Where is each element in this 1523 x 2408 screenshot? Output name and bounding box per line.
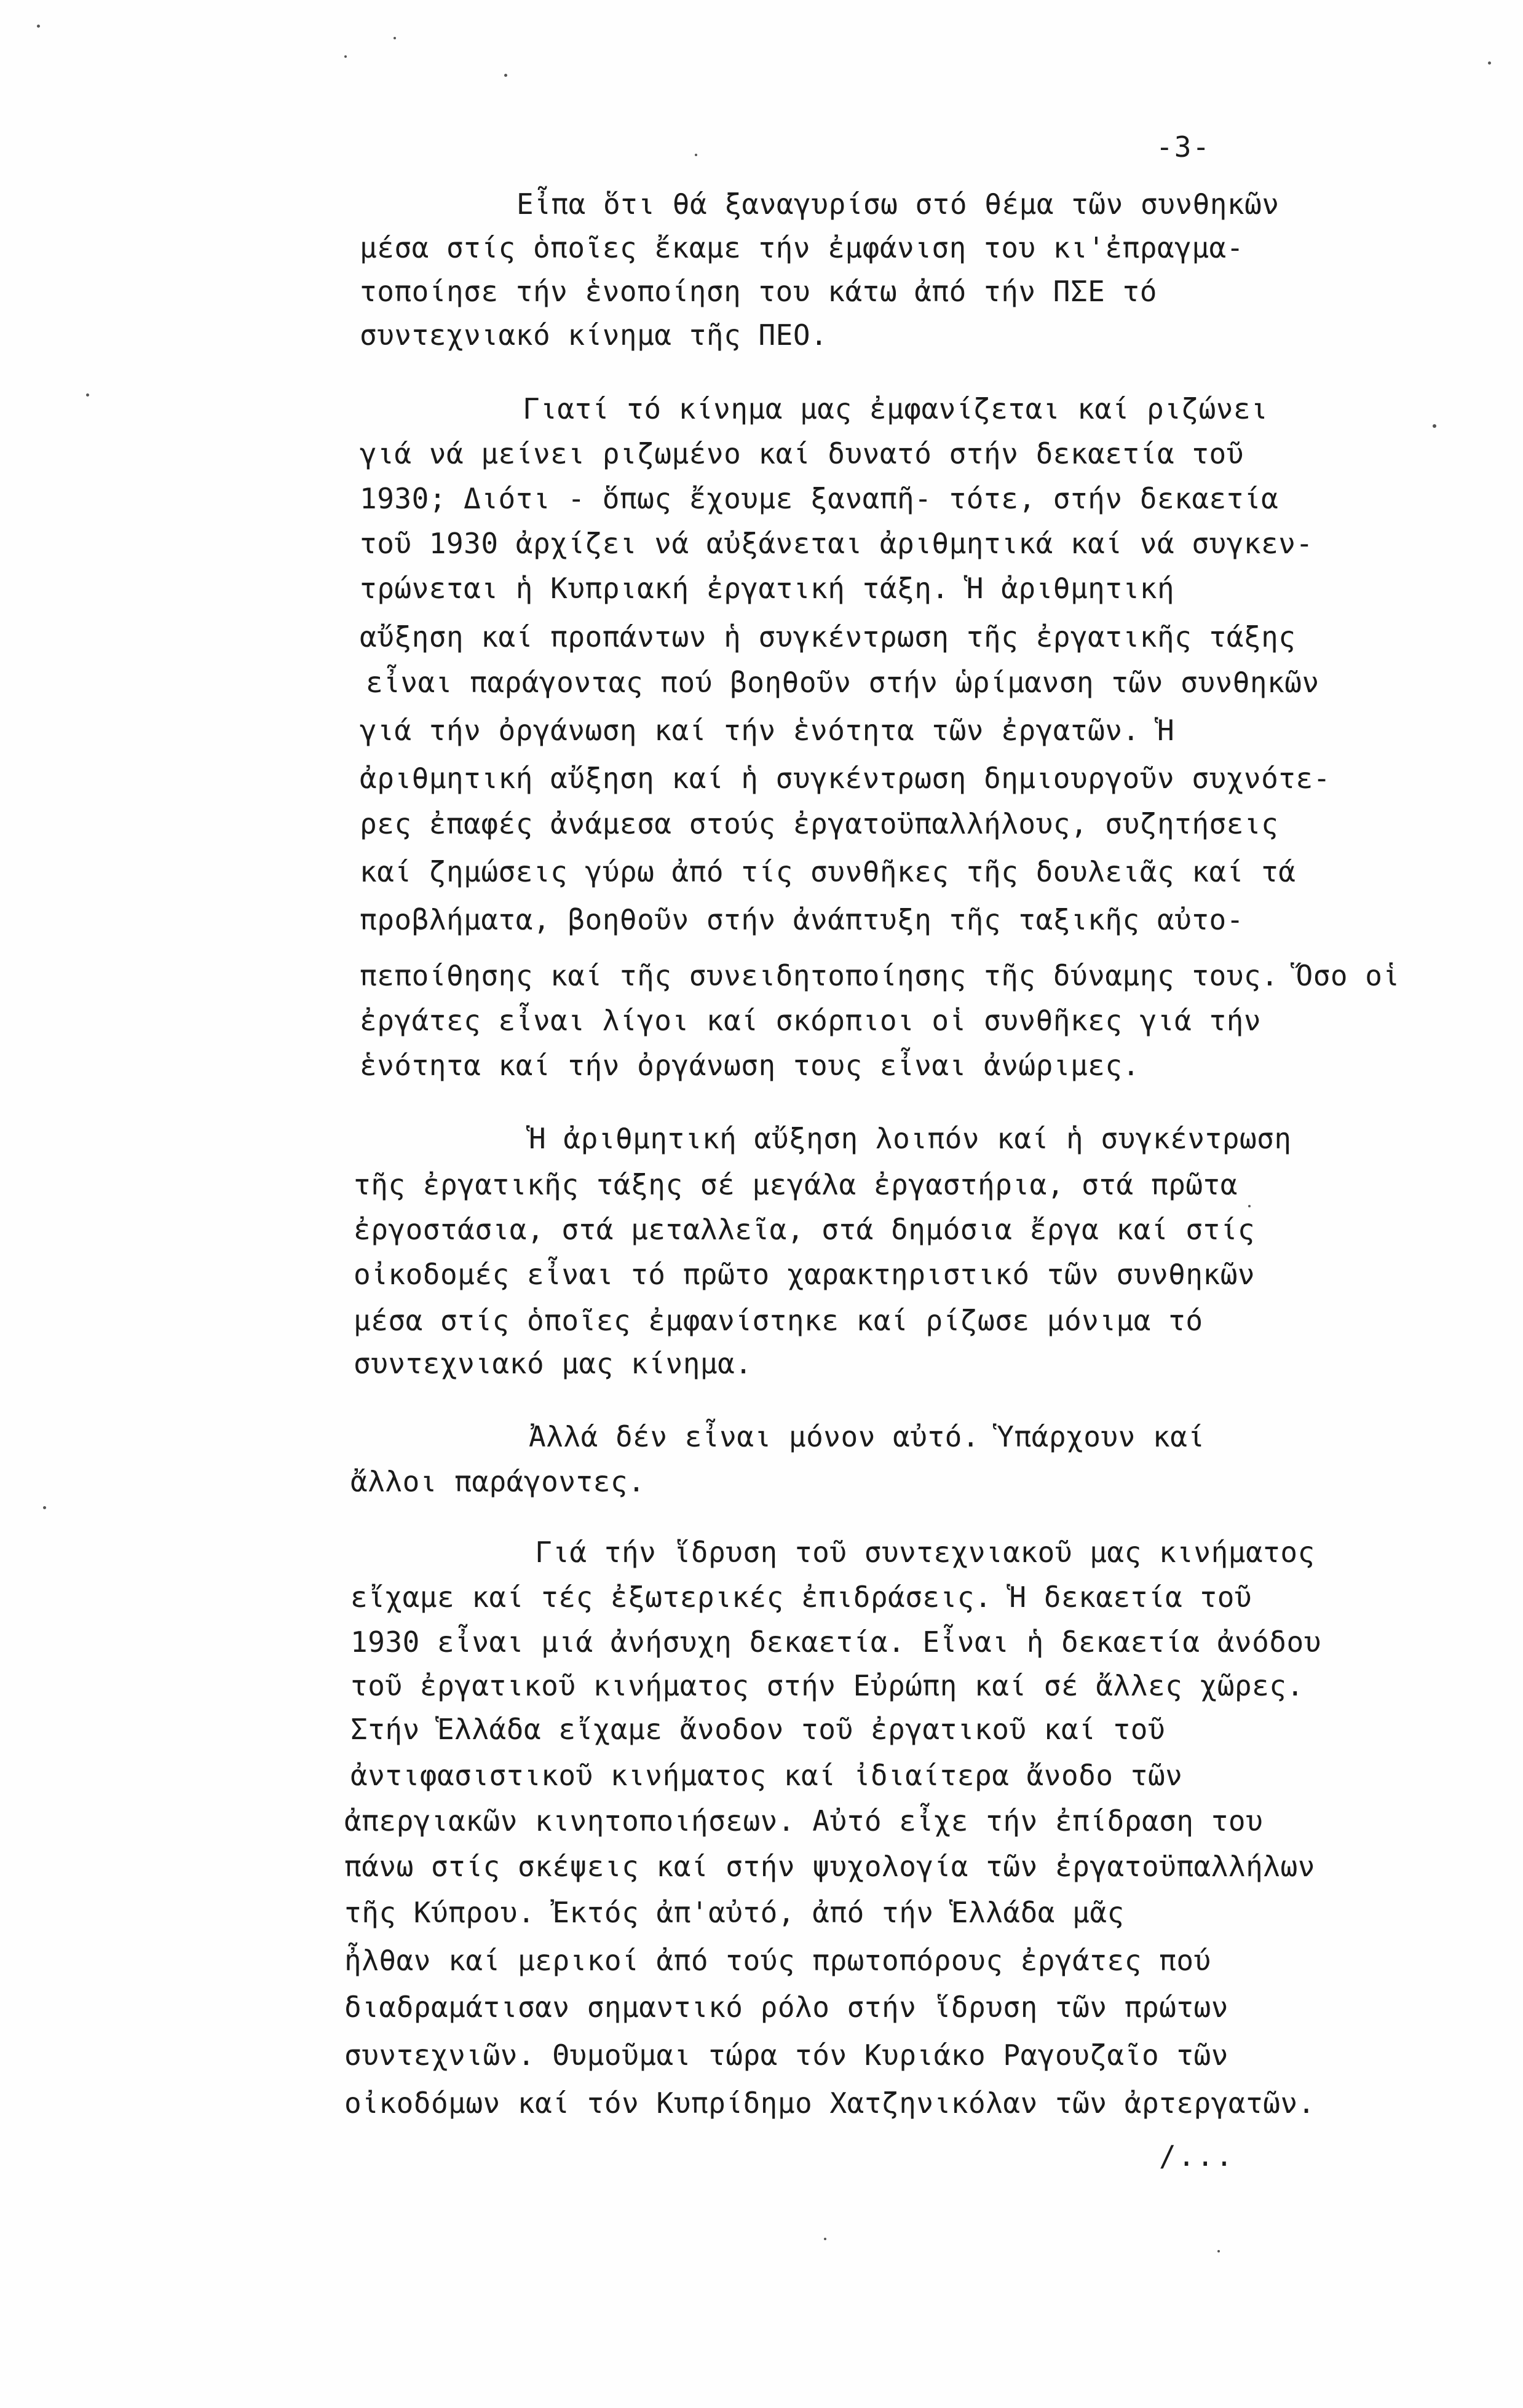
text-line: 1930; Διότι - ὅπως ἔχουμε ξαναπῆ- τότε, στήν δεκαετία <box>360 482 1279 515</box>
text-line: ἀντιφασιστικοῦ κινήματος καί ἰδιαίτερα ἄνοδο τῶν <box>350 1759 1183 1792</box>
text-line: πεποίθησης καί τῆς συνειδητοποίησης τῆς δύναμης τους. Ὅσο οἱ <box>360 959 1400 992</box>
scan-speck <box>37 25 40 28</box>
text-line: οἰκοδομές εἶναι τό πρῶτο χαρακτηριστικό τῶν συνθηκῶν <box>354 1258 1256 1291</box>
text-line: τοῦ 1930 ἀρχίζει νά αὐξάνεται ἀριθμητικά καί νά συγκεν- <box>360 527 1313 560</box>
text-line: διαδραμάτισαν σημαντικό ρόλο στήν ἵδρυση τῶν πρώτων <box>344 1991 1228 2024</box>
text-line: τρώνεται ἡ Κυπριακή ἐργατική τάξη. Ἡ ἀριθμητική <box>360 572 1175 605</box>
scan-speck <box>1248 1205 1251 1207</box>
scan-speck <box>344 55 347 58</box>
text-line: οἰκοδόμων καί τόν Κυπρίδημο Χατζηνικόλαν τῶν ἀρτεργατῶν. <box>344 2086 1315 2120</box>
scan-speck <box>394 37 396 39</box>
text-line: ἄλλοι παράγοντες. <box>350 1465 646 1498</box>
scan-speck <box>86 393 89 397</box>
text-line: ἀριθμητική αὔξηση καί ἡ συγκέντρωση δημιουργοῦν συχνότε- <box>360 762 1331 795</box>
text-line: γιά τήν ὀργάνωση καί τήν ἑνότητα τῶν ἐργατῶν. Ἡ <box>360 714 1175 747</box>
text-line: μέσα στίς ὁποῖες ἔκαμε τήν ἐμφάνιση του κι'ἐπραγμα- <box>360 231 1244 264</box>
scan-speck <box>1217 2250 1220 2252</box>
text-line: γιά νά μείνει ριζωμένο καί δυνατό στήν δεκαετία τοῦ <box>360 437 1244 470</box>
text-line: εἴχαμε καί τές ἐξωτερικές ἐπιδράσεις. Ἡ δεκαετία τοῦ <box>350 1581 1252 1614</box>
scan-speck <box>695 154 697 156</box>
text-line: τοποίησε τήν ἑνοποίηση του κάτω ἀπό τήν ΠΣΕ τό <box>360 275 1157 308</box>
scan-speck <box>504 74 507 77</box>
text-line: Γιατί τό κίνημα μας ἐμφανίζεται καί ριζώνει <box>523 392 1268 425</box>
page-number: -3- <box>1156 130 1211 164</box>
scan-speck <box>43 1506 46 1509</box>
text-line: μέσα στίς ὁποῖες ἐμφανίστηκε καί ρίζωσε μόνιμα τό <box>354 1304 1203 1337</box>
text-line: ἐργάτες εἶναι λίγοι καί σκόρπιοι οἱ συνθῆκες γιά τήν <box>360 1004 1262 1037</box>
text-line: συντεχνιακό μας κίνημα. <box>354 1347 753 1380</box>
text-line: συντεχνιῶν. Θυμοῦμαι τώρα τόν Κυριάκο Ραγουζαῖο τῶν <box>344 2039 1228 2072</box>
text-line: καί ζημώσεις γύρω ἀπό τίς συνθῆκες τῆς δουλειᾶς καί τά <box>360 855 1296 888</box>
text-line: Ἡ ἀριθμητική αὔξηση λοιπόν καί ἡ συγκέντρωση <box>529 1122 1292 1155</box>
text-line: ἑνότητα καί τήν ὀργάνωση τους εἶναι ἀνώριμες. <box>360 1049 1140 1082</box>
text-line: ἀπεργιακῶν κινητοποιήσεων. Αὐτό εἶχε τήν ἐπίδραση του <box>344 1804 1264 1838</box>
text-line: ρες ἐπαφές ἀνάμεσα στούς ἐργατοϋπαλλήλους, συζητήσεις <box>360 807 1279 840</box>
text-line: τῆς Κύπρου. Ἐκτός ἀπ'αὐτό, ἀπό τήν Ἑλλάδα μᾶς <box>344 1896 1125 1929</box>
scan-speck <box>1433 424 1436 428</box>
text-line: Γιά τήν ἵδρυση τοῦ συντεχνιακοῦ μας κινήματος <box>535 1536 1315 1569</box>
scan-speck <box>824 2238 826 2240</box>
text-line: αὔξηση καί προπάντων ἡ συγκέντρωση τῆς ἐργατικῆς τάξης <box>360 620 1296 653</box>
text-line: συντεχνιακό κίνημα τῆς ΠΕΟ. <box>360 318 828 352</box>
text-line: Στήν Ἑλλάδα εἴχαμε ἄνοδον τοῦ ἐργατικοῦ καί τοῦ <box>350 1713 1166 1746</box>
text-line: 1930 εἶναι μιά ἀνήσυχη δεκαετία. Εἶναι ἡ δεκαετία ἀνόδου <box>350 1625 1321 1659</box>
text-line: ἦλθαν καί μερικοί ἀπό τούς πρωτοπόρους ἐργάτες πού <box>344 1944 1211 1977</box>
text-line: Ἀλλά δέν εἶναι μόνον αὐτό. Ὑπάρχουν καί <box>529 1420 1205 1453</box>
text-line: προβλήματα, βοηθοῦν στήν ἀνάπτυξη τῆς ταξικῆς αὐτο- <box>360 903 1244 936</box>
text-line: εἶναι παράγοντας πού βοηθοῦν στήν ὡρίμανση τῶν συνθηκῶν <box>366 666 1319 699</box>
text-line: τῆς ἐργατικῆς τάξης σέ μεγάλα ἐργαστήρια, στά πρῶτα <box>354 1168 1238 1201</box>
text-line: πάνω στίς σκέψεις καί στήν ψυχολογία τῶν ἐργατοϋπαλλήλων <box>344 1850 1315 1883</box>
scan-speck <box>1488 61 1491 65</box>
continuation-marker: /... <box>1159 2139 1235 2173</box>
text-line: τοῦ ἐργατικοῦ κινήματος στήν Εὐρώπη καί σέ ἄλλες χῶρες. <box>350 1669 1304 1702</box>
text-line: Εἶπα ὅτι θά ξαναγυρίσω στό θέμα τῶν συνθηκῶν <box>516 188 1280 221</box>
text-line: ἐργοστάσια, στά μεταλλεῖα, στά δημόσια ἔργα καί στίς <box>354 1213 1256 1246</box>
